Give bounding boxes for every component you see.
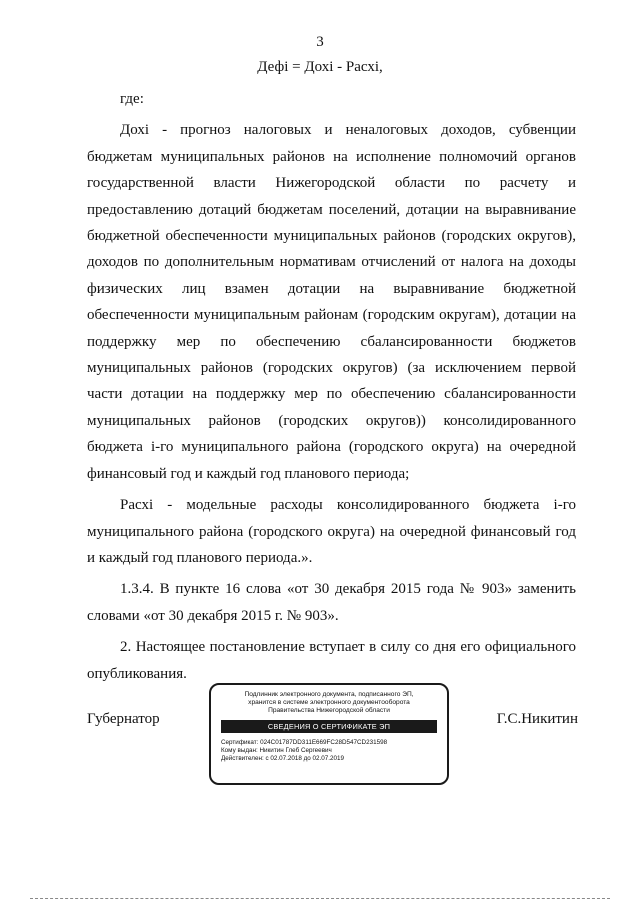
- stamp-certificate-bar: СВЕДЕНИЯ О СЕРТИФИКАТЕ ЭП: [221, 720, 437, 733]
- electronic-signature-stamp: [209, 683, 449, 785]
- page-number: 3: [316, 34, 324, 50]
- stamp-issued-to: Кому выдан: Никитин Глеб Сергеевич: [221, 747, 332, 755]
- signer-name: Г.С.Никитин: [496, 711, 578, 727]
- stamp-header-line: Подлинник электронного документа, подписанного ЭП,: [244, 691, 414, 698]
- stamp-validity: Действителен: с 02.07.2018 до 02.07.2019: [221, 755, 345, 763]
- paragraph-rasxi: Расхi - модельные расходы консолидированного бюджета i-го муниципального района (городского округа) на очередной финансовый год и каждый год планового периода.».: [87, 497, 576, 566]
- document-body: [87, 80, 576, 687]
- stamp-certificate-number: Сертификат: 024C01787DD311E669FC28D547CD231598: [221, 739, 388, 746]
- paragraph-doxi: Дохi - прогноз налоговых и неналоговых доходов, субвенции бюджетам муниципальных районов на исполнение полномочий органов государственной власти Нижегородской области по расчету и предоставлению дотаций бюджетам поселений, дотации на выравнивание бюджетной обеспеченности муниципальных районов (городских округов), доходов по дополнительным нормативам отчислений от налога на доходы физических лиц взамен дотации на выравнивание бюджетной обеспеченности муниципальным районам (городским округам), дотации на поддержку мер по обеспечению сбалансированности бюджетов муниципальных районов (городских округов) (за исключением первой части дотации на поддержку мер по обеспечению сбалансированности муниципальных районов (городских округов)) консолидированного бюджета i-го муниципального района (городского округа) на очередной финансовый год и каждый год планового периода;: [87, 122, 576, 482]
- paragraph-item-2: 2. Настоящее постановление вступает в силу со дня его официального опубликования.: [87, 639, 576, 682]
- formula: Дефi = Дохi - Расхi,: [257, 59, 383, 75]
- bottom-scan-edge: [30, 898, 610, 899]
- signer-title: Губернатор: [87, 711, 160, 727]
- paragraph-where: где:: [120, 91, 144, 107]
- stamp-details: [211, 733, 447, 764]
- stamp-header-line: хранится в системе электронного документооборота: [248, 699, 410, 706]
- stamp-header-line: Правительства Нижегородской области: [268, 707, 390, 714]
- paragraph-item-1-3-4: 1.3.4. В пункте 16 слова «от 30 декабря 2015 года № 903» заменить словами «от 30 декабря 2015 г. № 903».: [87, 581, 576, 624]
- stamp-header: [211, 685, 447, 715]
